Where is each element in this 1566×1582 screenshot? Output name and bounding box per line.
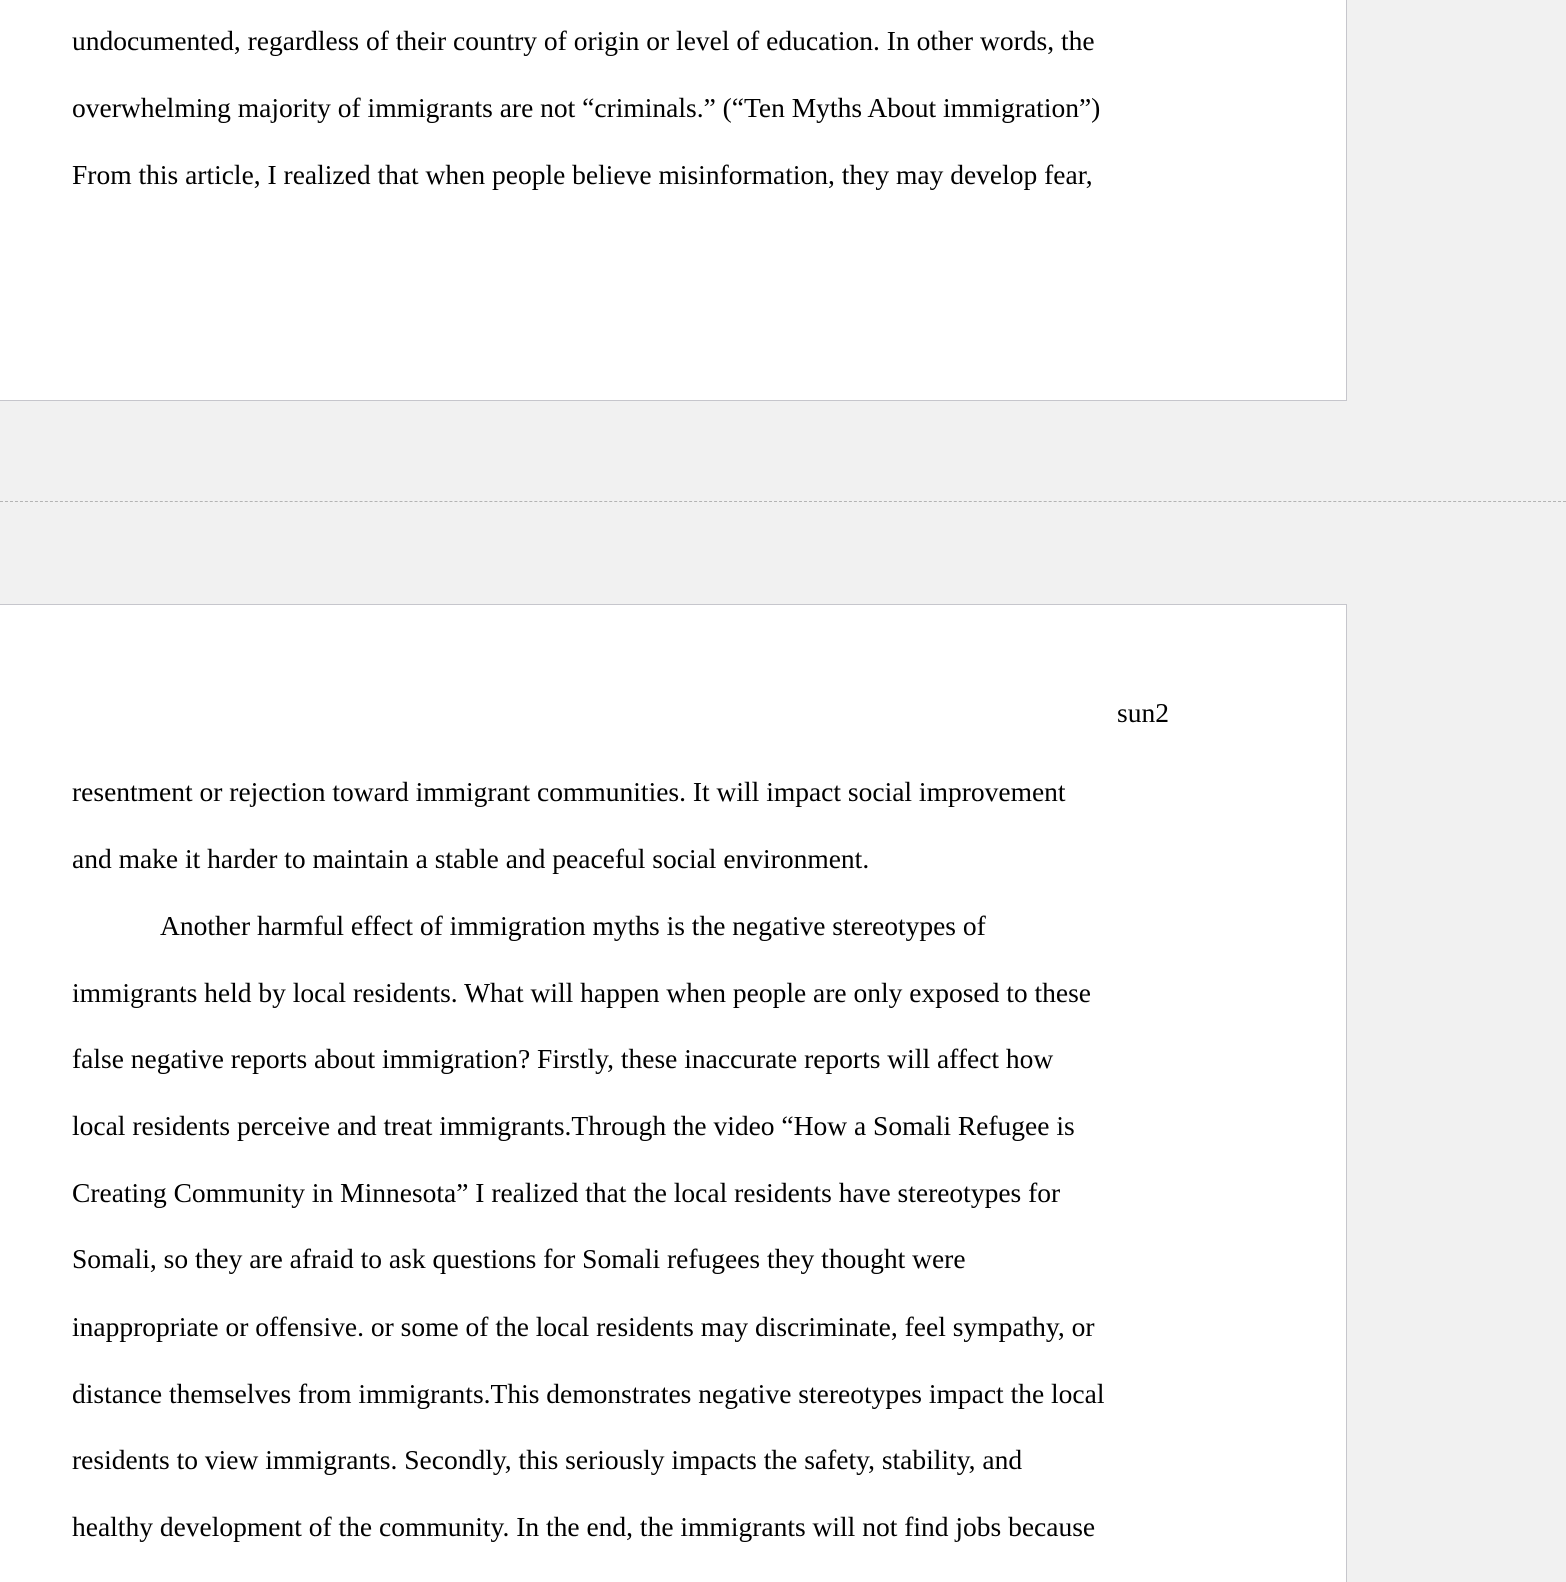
paragraph-first-line: Another harmful effect of immigration myths is the negative stereotypes of: [160, 910, 986, 941]
body-text-line: false negative reports about immigration? Firstly, these inaccurate reports will affect how: [72, 1043, 1054, 1074]
page-header-running-head: sun2: [1117, 697, 1169, 728]
body-text-line: undocumented, regardless of their country of origin or level of education. In other words, the: [72, 25, 1095, 56]
body-text-line: From this article, I realized that when people believe misinformation, they may develop fear,: [72, 159, 1093, 190]
body-text-line: Somali, so they are afraid to ask questions for Somali refugees they thought were: [72, 1243, 966, 1274]
document-page-2[interactable]: [0, 604, 1347, 1582]
body-text-line: overwhelming majority of immigrants are not “criminals.” (“Ten Myths About immigration”): [72, 92, 1101, 123]
document-page-1[interactable]: [0, 0, 1347, 401]
body-text-line: inappropriate or offensive. or some of the local residents may discriminate, feel sympathy, or: [72, 1311, 1095, 1342]
page-break-divider: [0, 501, 1566, 502]
body-text-line: local residents perceive and treat immigrants.Through the video “How a Somali Refugee is: [72, 1110, 1075, 1141]
body-text-line: distance themselves from immigrants.This demonstrates negative stereotypes impact the local: [72, 1378, 1105, 1409]
body-text-line: immigrants held by local residents. What will happen when people are only exposed to these: [72, 977, 1092, 1008]
body-text-line: and make it harder to maintain a stable and peaceful social environment.: [72, 843, 870, 874]
body-text-line: Creating Community in Minnesota” I realized that the local residents have stereotypes for: [72, 1177, 1061, 1208]
body-text-line: resentment or rejection toward immigrant communities. It will impact social improvement: [72, 776, 1066, 807]
body-text-line: residents to view immigrants. Secondly, this seriously impacts the safety, stability, and: [72, 1444, 1023, 1475]
body-text-line: healthy development of the community. In the end, the immigrants will not find jobs because: [72, 1511, 1096, 1542]
